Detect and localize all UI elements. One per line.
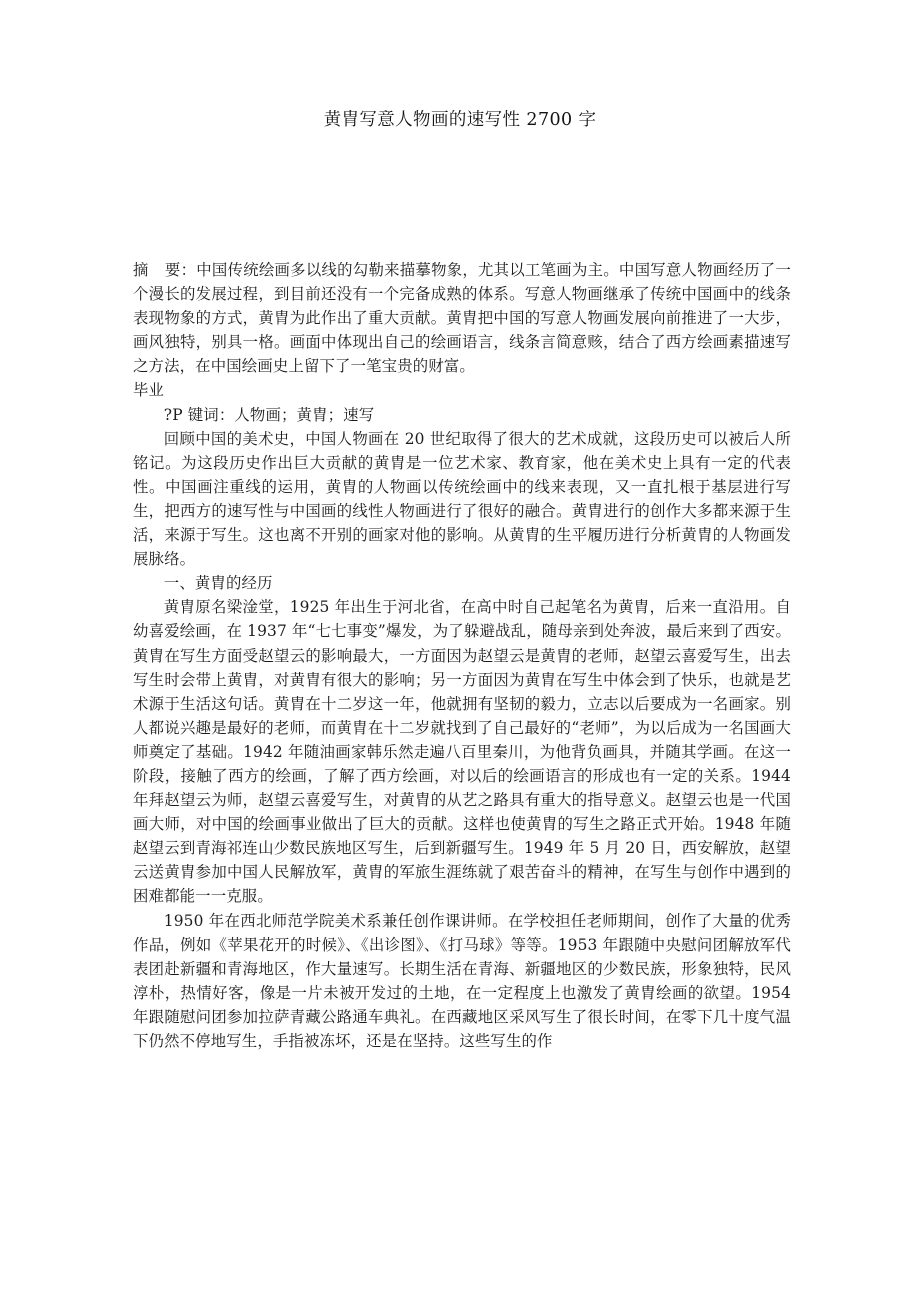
abstract-paragraph — [133, 258, 791, 378]
orphan-line: 毕业 — [133, 381, 165, 400]
body-paragraph-1: 黄胄原名梁淦堂，1925 年出生于河北省，在高中时自己起笔名为黄胄，后来一直沿用。自幼喜爱绘画，在 1937 年“七七事变”爆发，为了躲避战乱，随母亲到处奔波，最后来到了西安。黄胄在写生方面受赵望云的影响最大，一方面因为赵望云是黄胄的老师，赵望云喜爱写生，出去写生时会带上黄胄，对黄胄有很大的影响；另一方面因为黄胄在写生中体会到了快乐，也就是艺术源于生活这句话。黄胄在十二岁这一年，他就拥有坚韧的毅力，立志以后要成为一名画家。别人都说兴趣是最好的老师，而黄胄在十二岁就找到了自己最好的“老师”，为以后成为一名国画大师奠定了基础。1942 年随油画家韩乐然走遍八百里秦川，为他背负画具，并随其学画。在这一阶段，接触了西方的绘画，了解了西方绘画，对以后的绘画语言的形成也有一定的关系。1944 年拜赵望云为师，赵望云喜爱写生，对黄胄的从艺之路具有重大的指导意义。赵望云也是一代国画大师，对中国的绘画事业做出了巨大的贡献。这样也使黄胄的写生之路正式开始。1948 年随赵望云到青海祁连山少数民族地区写生，后到新疆写生。1949 年 5 月 20 日，西安解放，赵望云送黄胄参加中国人民解放军，黄胄的军旅生涯练就了艰苦奋斗的精神，在写生与创作中遇到的困难都能一一克服。 — [133, 598, 791, 906]
intro-paragraph: 回顾中国的美术史，中国人物画在 20 世纪取得了很大的艺术成就，这段历史可以被后人所铭记。为这段历史作出巨大贡献的黄胄是一位艺术家、教育家，他在美术史上具有一定的代表性。中国画注重线的运用，黄胄的人物画以传统绘画中的线来表现，又一直扎根于基层进行写生，把西方的速写性与中国画的线性人物画进行了很好的融合。黄胄进行的创作大多都来源于生活，来源于写生。这也离不开别的画家对他的影响。从黄胄的生平履历进行分析黄胄的人物画发展脉络。 — [133, 429, 791, 569]
abstract-text: 中国传统绘画多以线的勾勒来描摹物象，尤其以工笔画为主。中国写意人物画经历了一个漫长的发展过程，到目前还没有一个完备成熟的体系。写意人物画继承了传统中国画中的线条表现物象的方式，黄胄为此作出了重大贡献。黄胄把中国的写意人物画发展向前推进了一大步，画风独特，别具一格。画面中体现出自己的绘画语言，线条言简意赅，结合了西方绘画素描速写之方法，在中国绘画史上留下了一笔宝贵的财富。 — [133, 261, 791, 376]
abstract-label-suffix: 要： — [164, 261, 197, 279]
body-paragraph-2: 1950 年在西北师范学院美术系兼任创作课讲师。在学校担任老师期间，创作了大量的优秀作品，例如《苹果花开的时候》、《出诊图》、《打马球》等等。1953 年跟随中央慰问团解放军代表团赴新疆和青海地区，作大量速写。长期生活在青海、新疆地区的少数民族，形象独特，民风淳朴，热情好客，像是一片未被开发过的土地，在一定程度上也激发了黄胄绘画的欲望。1954 年跟随慰问团参加拉萨青藏公路通车典礼。在西藏地区采风写生了很长时间，在零下几十度气温下仍然不停地写生，手指被冻坏，还是在坚持。这些写生的作 — [133, 911, 791, 1050]
page-title: 黄胄写意人物画的速写性 2700 字 — [323, 110, 597, 130]
section-heading: 一、黄胄的经历 — [163, 574, 273, 593]
abstract-label-prefix: 摘 — [133, 261, 149, 279]
document-body — [133, 258, 791, 1053]
keywords-line: ?P 键词：人物画；黄胄；速写 — [163, 405, 375, 424]
